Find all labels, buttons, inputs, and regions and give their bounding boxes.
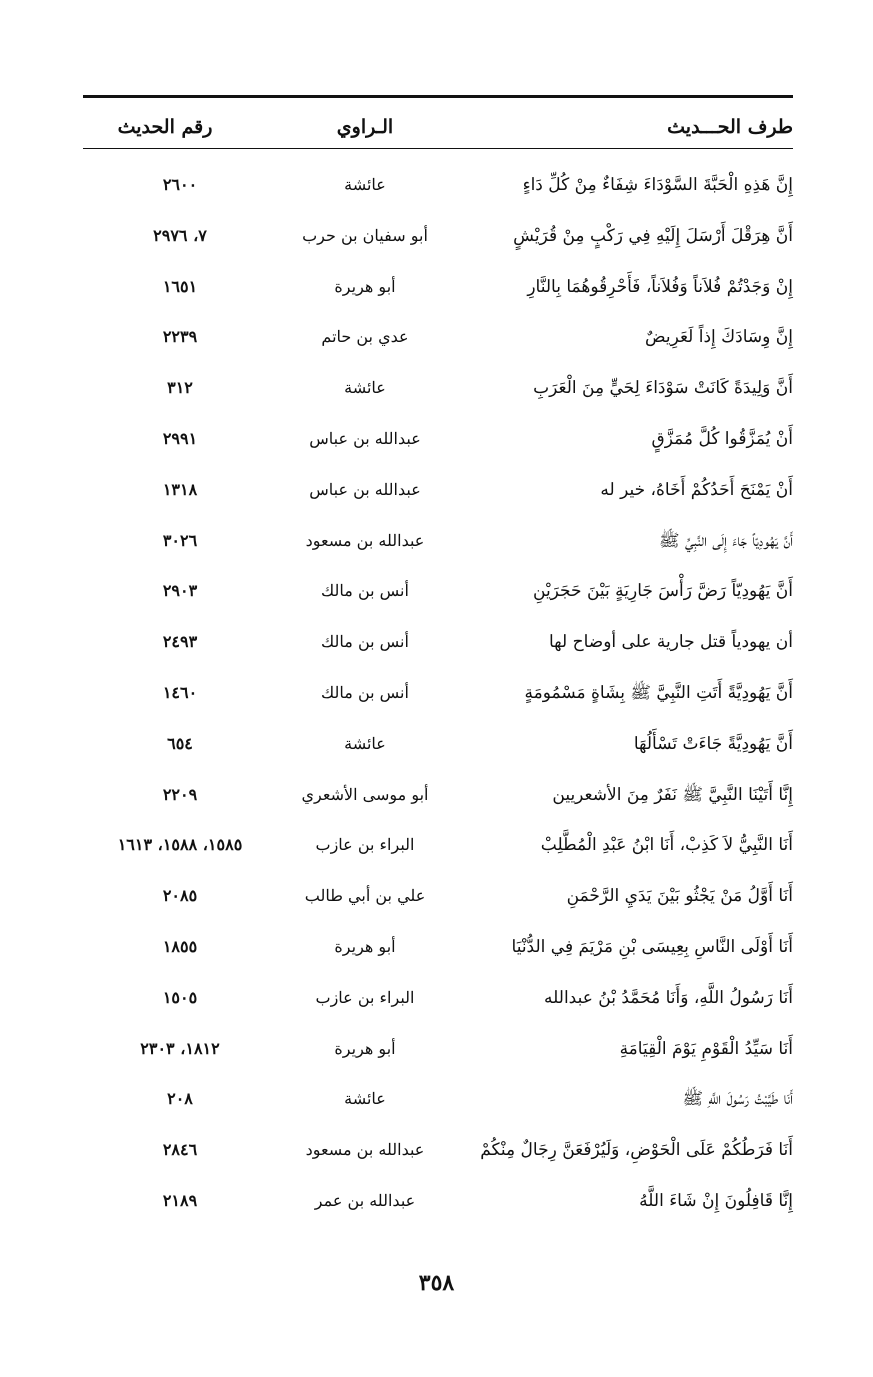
- narrator: أبو هريرة: [334, 276, 396, 296]
- hadith-index-table: [0, 160, 873, 1227]
- hadith-text: أَنَا النَّبِيُّ لاَ كَذِبْ، أَنَا ابْنُ عَبْدِ الْمُطَّلِبْ: [540, 835, 793, 856]
- table-row: [0, 922, 873, 973]
- narrator: البراء بن عازب: [315, 987, 415, 1007]
- hadith-number: ٢١٨٩: [162, 1190, 198, 1210]
- narrator: أنس بن مالك: [321, 581, 409, 601]
- narrator: عائشة: [344, 1089, 386, 1109]
- hadith-number: ٢٩٩١: [162, 428, 198, 448]
- narrator: أبو هريرة: [334, 936, 396, 956]
- hadith-text: أَنَا طَيَّبْتُ رَسُولَ اللَّهِ ﷺ: [682, 1089, 793, 1110]
- hadith-number: ٢٦٠٠: [162, 175, 198, 194]
- table-row: [0, 516, 873, 567]
- hadith-number: ١٣١٨: [162, 479, 198, 499]
- narrator: أبو سفيان بن حرب: [302, 225, 428, 245]
- narrator: عبدالله بن عمر: [314, 1190, 416, 1210]
- narrator: البراء بن عازب: [315, 835, 415, 855]
- narrator: عدي بن حاتم: [321, 327, 409, 347]
- narrator: أبو هريرة: [334, 1038, 396, 1058]
- narrator: أنس بن مالك: [321, 682, 409, 702]
- hadith-number: ٦٥٤: [167, 733, 193, 753]
- hadith-text: أَنَا فَرَطُكُمْ عَلَى الْحَوْضِ، وَلَيُرْفَعَنَّ رِجَالٌ مِنْكُمْ: [480, 1140, 793, 1161]
- narrator: عائشة: [344, 733, 386, 753]
- hadith-text: أَنَا أَوْلَى النَّاسِ بِعِيسَى بْنِ مَرْيَمَ فِي الدُّنْيَا: [511, 936, 793, 957]
- narrator: عبدالله بن مسعود: [305, 530, 425, 550]
- hadith-text: أَنَّ يَهُودِيَّةً أَتَتِ النَّبِيَّ ﷺ بِشَاةٍ مَسْمُومَةٍ: [524, 682, 793, 703]
- hadith-text: إِنَّا قَافِلُونَ إِنْ شَاءَ اللَّهُ: [639, 1190, 793, 1211]
- table-row: [0, 566, 873, 617]
- hadith-text: أَنَا رَسُولُ اللَّهِ، وَأَنَا مُحَمَّدُ بْنُ عبدالله: [544, 987, 793, 1008]
- hadith-number: ٣٠٢٦: [162, 530, 198, 550]
- table-row: [0, 312, 873, 363]
- hadith-text: أَنْ يَمْنَحَ أَحَدُكُمْ أَخَاهُ، خير له: [600, 479, 793, 500]
- table-row: [0, 973, 873, 1024]
- hadith-text: أَنَّ يَهُودِيَّةً جَاءَتْ تَسْأَلُهَا: [633, 733, 793, 754]
- hadith-number: ٢٨٤٦: [162, 1140, 198, 1160]
- header-narrator-column: الـراوي: [336, 116, 394, 138]
- table-row: [0, 1125, 873, 1176]
- hadith-number: ٣١٢: [167, 378, 193, 398]
- hadith-number: ١٤٦٠: [162, 682, 198, 702]
- table-row: [0, 1074, 873, 1125]
- hadith-text: إِنَّا أَتَيْنَا النَّبِيَّ ﷺ نَفَرٌ مِنَ الأشعريين: [552, 784, 793, 805]
- narrator: علي بن أبي طالب: [304, 886, 426, 906]
- hadith-number: ٢٠٨٥: [162, 886, 198, 906]
- narrator: عائشة: [344, 175, 386, 194]
- hadith-number: ٢٠٨: [167, 1089, 193, 1109]
- table-row: [0, 770, 873, 821]
- table-row: [0, 820, 873, 871]
- table-row: [0, 414, 873, 465]
- hadith-text: إِنَّ وِسَادَكَ إِذاً لَعَرِيضٌ: [645, 327, 793, 348]
- hadith-number: ٢٩٠٣: [162, 581, 198, 601]
- page-number: ٣٥٨: [418, 1270, 455, 1296]
- narrator: أبو موسى الأشعري: [301, 784, 429, 804]
- table-row: [0, 363, 873, 414]
- hadith-number: ١٨١٢، ٢٣٠٣: [140, 1038, 220, 1058]
- hadith-number: ١٨٥٥: [162, 936, 198, 956]
- table-row: [0, 160, 873, 211]
- narrator: عائشة: [344, 378, 386, 398]
- header-text-column: طرف الحـــديث: [667, 116, 793, 138]
- table-row: [0, 719, 873, 770]
- hadith-number: ٢٢٠٩: [162, 784, 198, 804]
- hadith-number: ١٥٨٥، ١٥٨٨، ١٦١٣: [117, 835, 243, 855]
- narrator: عبدالله بن مسعود: [305, 1140, 425, 1160]
- hadith-number: ٧، ٢٩٧٦: [153, 225, 207, 245]
- header-number-column: رقم الحديث: [117, 116, 213, 138]
- table-row: [0, 262, 873, 313]
- hadith-text: أَنَّ وَلِيدَةً كَانَتْ سَوْدَاءَ لِحَيٍّ مِنَ الْعَرَبِ: [533, 378, 793, 399]
- hadith-text: أن يهودياً قتل جارية على أوضاح لها: [549, 632, 793, 653]
- narrator: أنس بن مالك: [321, 632, 409, 652]
- hadith-text: أَنَا أَوَّلُ مَنْ يَجْثُو بَيْنَ يَدَيِ الرَّحْمَنِ: [566, 886, 793, 907]
- narrator: عبدالله بن عباس: [309, 428, 421, 448]
- hadith-number: ٢٤٩٣: [162, 632, 198, 652]
- hadith-number: ١٥٠٥: [162, 987, 198, 1007]
- hadith-number: ٢٢٣٩: [162, 327, 198, 347]
- header-bottom-rule: [83, 148, 793, 149]
- hadith-text: أَنَّ يَهُودِيّاً جَاءَ إِلَى النَّبِيِّ ﷺ: [659, 530, 793, 551]
- table-row: [0, 1176, 873, 1227]
- hadith-text: أَنْ يُمَزَّقُوا كُلَّ مُمَزَّقٍ: [651, 428, 793, 449]
- table-row: [0, 617, 873, 668]
- table-row: [0, 465, 873, 516]
- hadith-text: أَنَّ هِرَقْلَ أَرْسَلَ إِلَيْهِ فِي رَكْبٍ مِنْ قُرَيْشٍ: [513, 225, 793, 246]
- hadith-text: إِنَّ هَذِهِ الْحَبَّةَ السَّوْدَاءَ شِفَاءٌ مِنْ كُلِّ دَاءٍ: [522, 175, 793, 195]
- hadith-number: ١٦٥١: [162, 276, 198, 296]
- hadith-text: أَنَا سَيِّدُ الْقَوْمِ يَوْمَ الْقِيَامَةِ: [619, 1038, 793, 1059]
- table-row: [0, 211, 873, 262]
- hadith-text: إِنْ وَجَدْتُمْ فُلاَناً وَفُلاَناً، فَأَحْرِقُوهُمَا بِالنَّارِ: [527, 276, 793, 297]
- narrator: عبدالله بن عباس: [309, 479, 421, 499]
- hadith-text: أَنَّ يَهُودِيّاً رَضَّ رَأْسَ جَارِيَةٍ بَيْنَ حَجَرَيْنِ: [533, 581, 793, 602]
- header-top-rule: [83, 95, 793, 98]
- table-row: [0, 871, 873, 922]
- table-row: [0, 668, 873, 719]
- table-row: [0, 1024, 873, 1075]
